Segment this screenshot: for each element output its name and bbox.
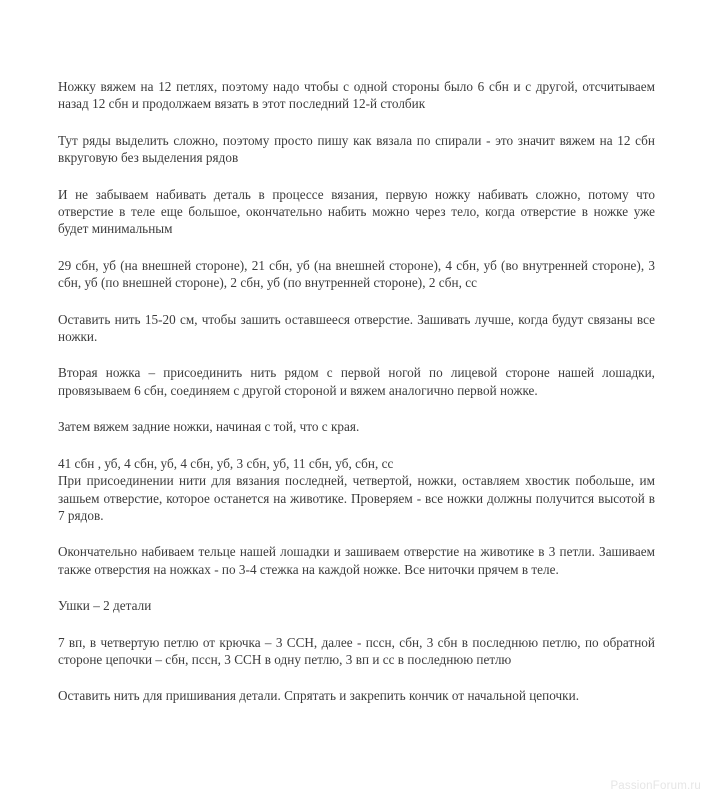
paragraph-final-stuffing: Окончательно набиваем тельце нашей лошадки и зашиваем отверстие на животике в 3 петли. Зашиваем также отверстия на ножках - по 3-4 стежка на каждой ножке. Все ниточки прячем в теле. [58, 544, 655, 577]
paragraph-spacer [58, 113, 655, 132]
paragraph-round-instructions-41sbn: 41 сбн , уб, 4 сбн, уб, 4 сбн, уб, 3 сбн, уб, 11 сбн, уб, сбн, сс [58, 455, 394, 471]
paragraph-back-legs-intro: Затем вяжем задние ножки, начиная с той, что с края. [58, 419, 360, 435]
paragraph-round-instructions-29sbn: 29 сбн, уб (на внешней стороне), 21 сбн, уб (на внешней стороне), 4 сбн, уб (во внутренней стороне), 3 сбн, уб (по внешней стороне), 2 сбн, уб (по внутренней стороне), 2 сбн, сс [58, 257, 655, 291]
document-text-body [58, 78, 655, 705]
paragraph-leave-thread-for-sewing: Оставить нить для пришивания детали. Спрятать и закрепить кончик от начальной цепочки. [58, 688, 580, 704]
watermark-passionforum: PassionForum.ru [610, 780, 701, 792]
paragraph-stuffing-note: И не забываем набивать деталь в процессе вязания, первую ножку набивать сложно, потому что отверстие в теле еще большое, окончательно набить можно через тело, когда отверстие в ножке уже будет минимальным [58, 186, 655, 237]
paragraph-spacer [58, 292, 655, 311]
paragraph-spacer [58, 399, 655, 418]
paragraph-spacer [58, 668, 655, 687]
paragraph-spacer [58, 436, 655, 455]
paragraph-spacer [58, 345, 655, 364]
paragraph-ear-instructions: 7 вп, в четвертую петлю от крючка – 3 ССН, далее - псcн, сбн, 3 сбн в последнюю петлю, по обратной стороне цепочки – сбн, псcн, 3 ССН в одну петлю, 3 вп и сс в последнюю петлю [58, 634, 655, 667]
paragraph-leave-thread-15-20: Оставить нить 15-20 см, чтобы зашить оставшееся отверстие. Зашивать лучше, когда будут связаны все ножки. [58, 311, 655, 345]
paragraph-spiral-rows: Тут ряды выделить сложно, поэтому просто пишу как вязала по спирали - это значит вяжем на 12 сбн вкруговую без выделения рядов [58, 132, 655, 166]
paragraph-spacer [58, 167, 655, 186]
paragraph-second-leg: Вторая ножка – присоединить нить рядом с первой ногой по лицевой стороне нашей лошадки, провязываем 6 сбн, соединяем с другой стороной и вяжем аналогично первой ножке. [58, 365, 655, 398]
paragraph-spacer [58, 524, 655, 543]
paragraph-fourth-leg-tail: При присоединении нити для вязания последней, четвертой, ножки, оставляем хвостик побольше, им зашьем отверстие, которое останется на животике. Проверяем - все ножки должны получится высотой в 7 рядов. [58, 473, 655, 523]
heading-ears-2-pieces: Ушки – 2 детали [58, 598, 152, 614]
paragraph-spacer [58, 578, 655, 597]
paragraph-spacer [58, 615, 655, 634]
paragraph-spacer [58, 238, 655, 257]
paragraph-leg-12-stitches: Ножку вяжем на 12 петлях, поэтому надо чтобы с одной стороны было 6 сбн и с другой, отсчитываем назад 12 сбн и продолжаем вязать в этот последний 12-й столбик [58, 79, 655, 112]
